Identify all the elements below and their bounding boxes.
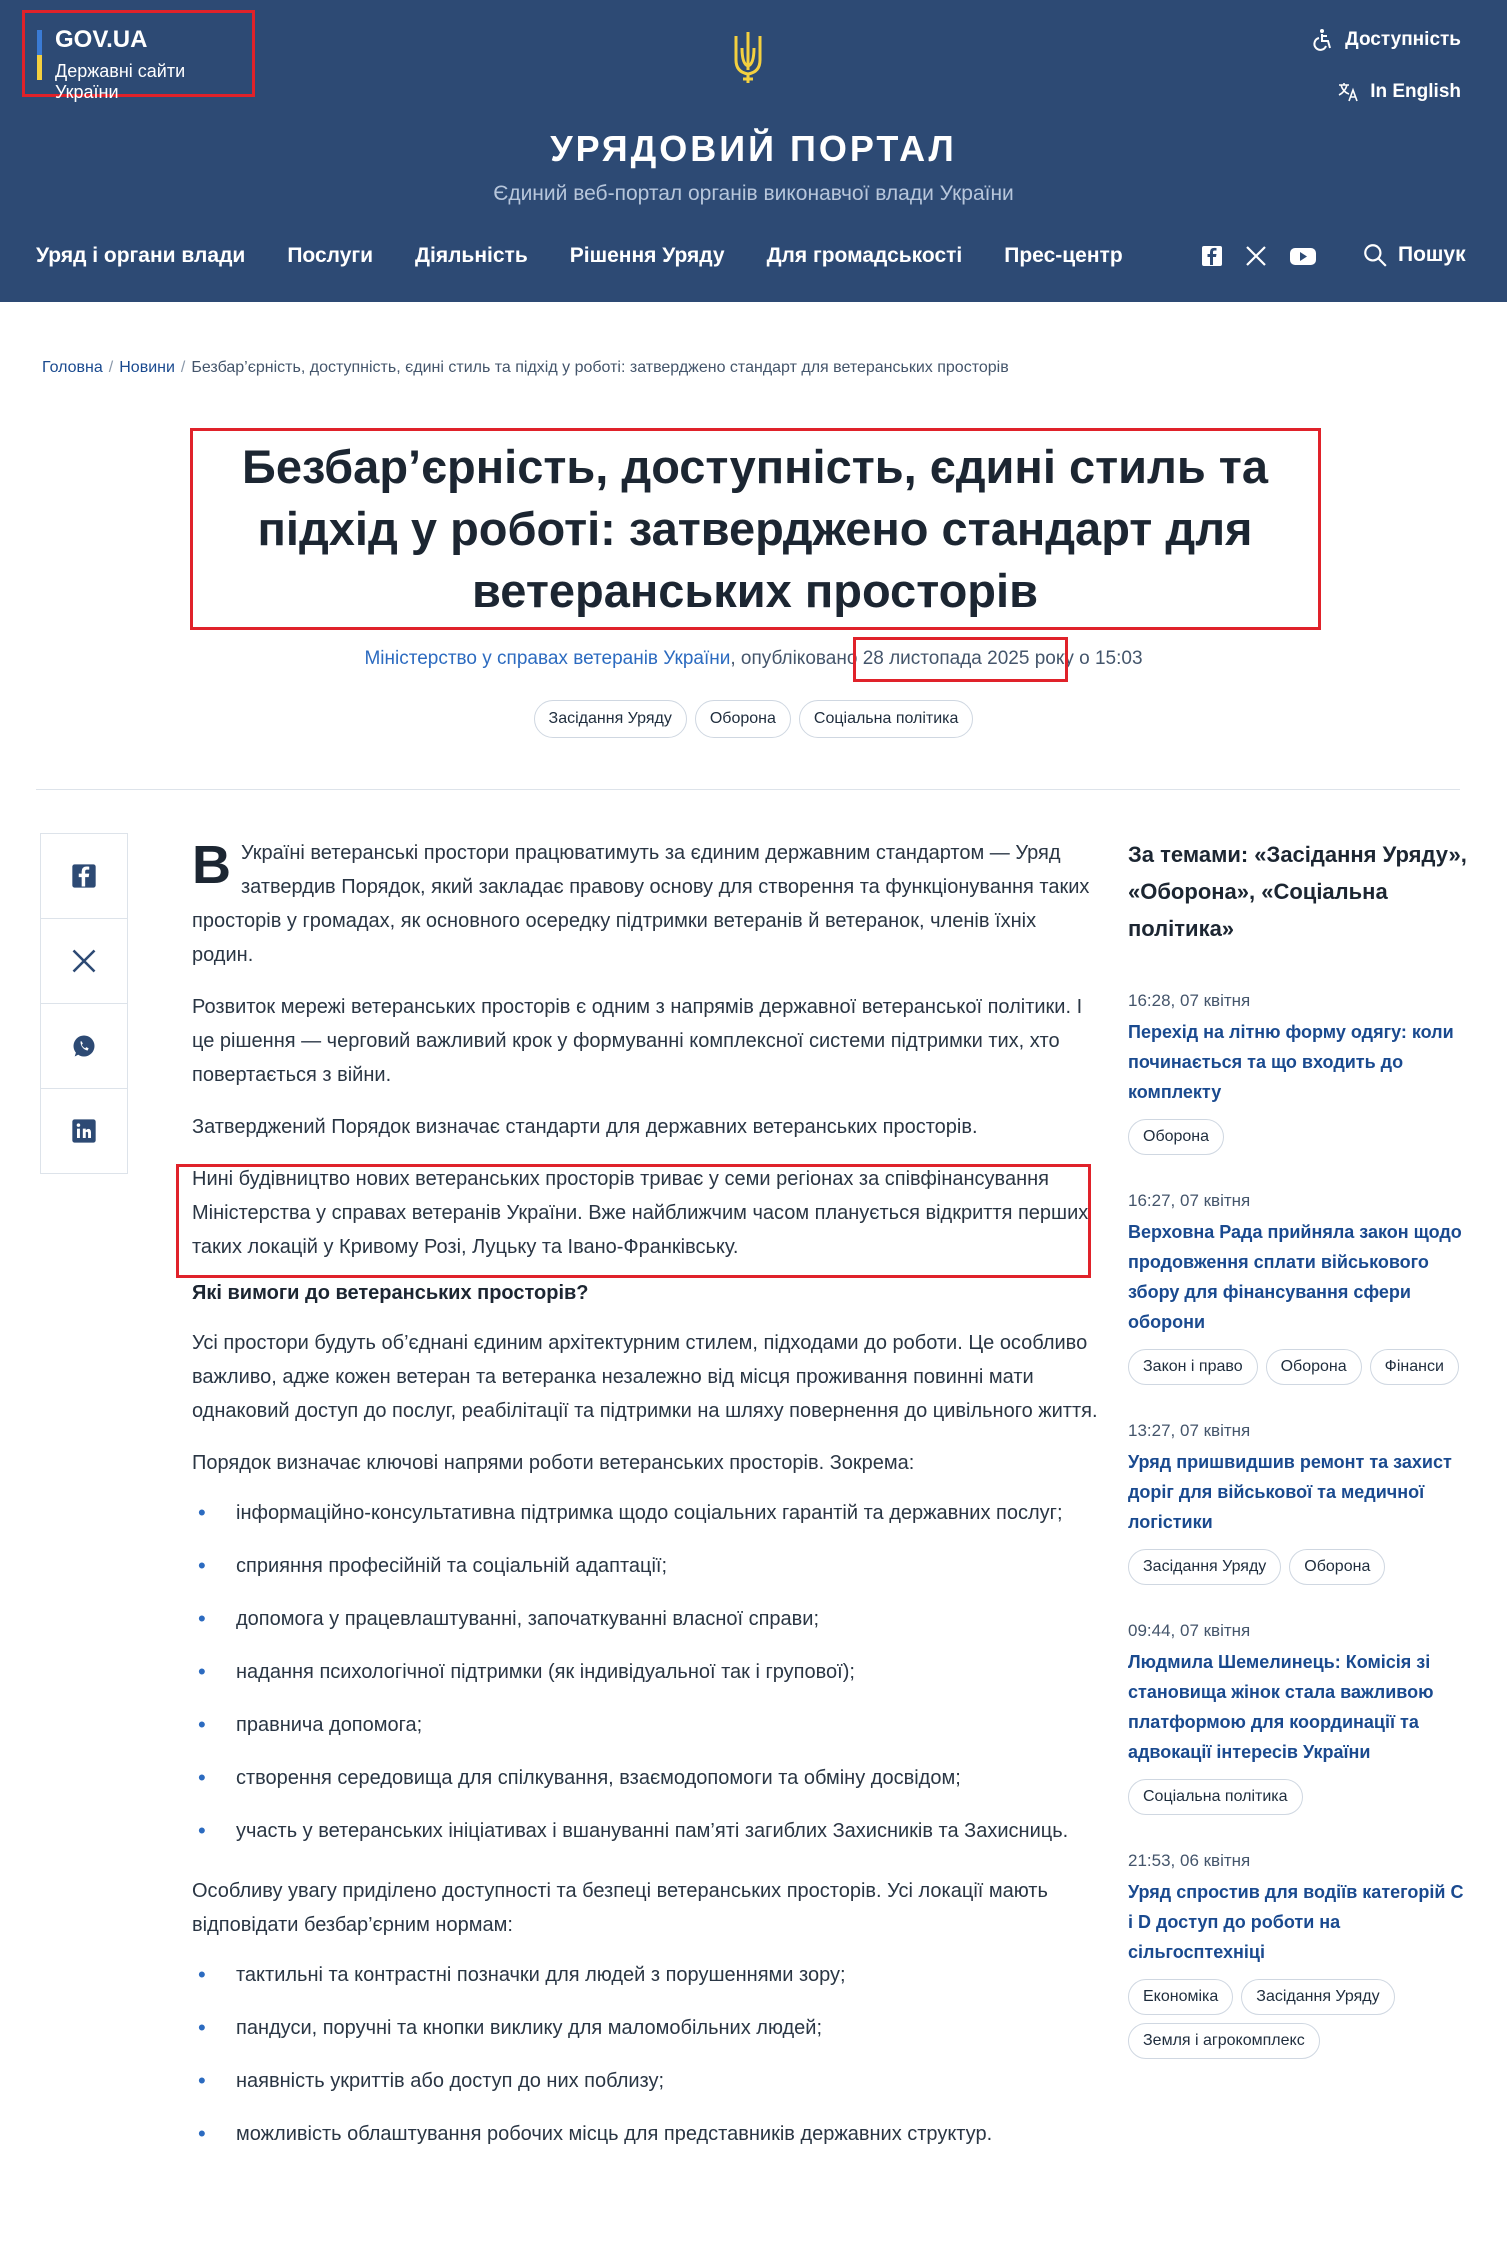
news-tag[interactable]: Засідання Уряду [1128,1549,1281,1585]
list-item: • пандуси, поручні та кнопки виклику для маломобільних людей; [192,2011,1100,2045]
news-item [1128,1191,1468,1385]
nav-item-services[interactable]: Послуги [287,244,374,267]
accessibility-norms-list [192,1958,1100,2151]
divider [36,789,1460,790]
nav-item-government[interactable]: Уряд і органи влади [36,244,246,267]
list-item: • правнича допомога; [192,1708,1100,1742]
nav-item-public[interactable]: Для громадськості [766,244,963,267]
news-time: 21:53, 06 квітня [1128,1851,1251,1870]
breadcrumb-separator: / [108,359,114,376]
article-paragraph: Порядок визначає ключові напрями роботи ветеранських просторів. Зокрема: [192,1452,915,1474]
news-tag[interactable]: Фінанси [1370,1349,1459,1385]
youtube-icon[interactable] [1288,244,1318,268]
article-paragraph: Затверджений Порядок визначає стандарти для державних ветеранських просторів. [192,1116,978,1138]
main-nav [36,244,1165,268]
paragraph-text: Україні ветеранські простори працюватимуть за єдиним державним стандартом — Уряд затвердив Порядок, який закладає правову основу для створення та функціонування таких просторів у громадах, як основного осередку підтримки ветеранів й ветеранок, членів їхніх родин. [192,842,1090,966]
site-header [0,0,1507,302]
search-label: Пошук [1398,243,1466,266]
publish-time: о 15:03 [1073,648,1143,669]
tag-social-policy[interactable]: Соціальна політика [799,700,974,738]
date-highlight-box [853,637,1068,682]
news-time: 09:44, 07 квітня [1128,1621,1251,1640]
news-tags [1128,1549,1468,1585]
news-title-link[interactable]: Перехід на літню форму одягу: коли починається та що входить до комплекту [1128,1022,1454,1102]
breadcrumb-home[interactable]: Головна [42,359,103,376]
facebook-icon [70,862,98,890]
portal-subtitle: Єдиний веб-портал органів виконавчої влади України [493,182,1014,205]
news-tag[interactable]: Соціальна політика [1128,1779,1303,1815]
header-social-links [1200,244,1318,268]
portal-title[interactable]: УРЯДОВИЙ ПОРТАЛ [550,128,957,169]
list-item: • тактильні та контрастні позначки для людей з порушеннями зору; [192,1958,1100,1992]
list-item: • надання психологічної підтримки (як індивідуальної так і групової); [192,1655,1100,1689]
article-paragraph: Особливу увагу приділено доступності та безпеці ветеранських просторів. Усі локації мають відповідати безбар’єрним нормам: [192,1880,1048,1936]
article-tags [0,700,1507,738]
related-news-sidebar [1128,836,1468,2095]
list-item: • сприяння професійній та соціальній адаптації; [192,1549,1100,1583]
share-panel [40,833,128,1174]
news-item [1128,1621,1468,1815]
breadcrumb-news[interactable]: Новини [119,359,175,376]
top-right-links [1311,26,1461,130]
article-meta [0,648,1507,670]
x-twitter-icon [70,947,98,975]
published-prefix: , опубліковано [730,648,863,669]
news-time: 13:27, 07 квітня [1128,1421,1251,1440]
search-icon [1362,242,1388,268]
linkedin-icon [70,1117,98,1145]
news-tag[interactable]: Закон і право [1128,1349,1258,1385]
share-facebook-button[interactable] [41,834,127,919]
news-item [1128,1851,1468,2059]
article-paragraph: Розвиток мережі ветеранських просторів є одним з напрямів державної ветеранської політики. І це рішення — черговий важливий крок у формуванні комплексної системи підтримки тих, хто повертається з війни. [192,996,1083,1086]
news-tag[interactable]: Земля і агрокомплекс [1128,2023,1320,2059]
article-subheading: Які вимоги до ветеранських просторів? [192,1282,589,1304]
news-tag[interactable]: Засідання Уряду [1241,1979,1394,2015]
news-time: 16:28, 07 квітня [1128,991,1251,1010]
news-tag[interactable]: Оборона [1289,1549,1385,1585]
trident-icon[interactable] [728,30,768,85]
news-tags [1128,1119,1468,1155]
news-tags [1128,1779,1468,1815]
list-item: • інформаційно-консультативна підтримка щодо соціальних гарантій та державних послуг; [192,1496,1100,1530]
tag-defense[interactable]: Оборона [695,700,791,738]
list-item: • наявність укриттів або доступ до них поблизу; [192,2064,1100,2098]
breadcrumb [42,359,1009,377]
news-item [1128,1421,1468,1585]
news-title-link[interactable]: Людмила Шемелинець: Комісія зі становища жінок стала важливою платформою для координації та адвокації інтересів України [1128,1652,1434,1762]
paragraph-highlight-box [176,1164,1091,1278]
nav-item-decisions[interactable]: Рішення Уряду [569,244,725,267]
news-time: 16:27, 07 квітня [1128,1191,1251,1210]
publish-date: 28 листопада 2025 року [862,648,1074,669]
news-tag[interactable]: Оборона [1266,1349,1362,1385]
article-paragraph-highlighted: Нині будівництво нових ветеранських просторів триває у семи регіонах за співфінансування Міністерства у справах ветеранів України. Вже найближчим часом планується відкриття перших таких локацій у Кривому Розі, Луцьку та Івано-Франківську. [192,1168,1089,1258]
share-whatsapp-button[interactable] [41,1004,127,1089]
english-link[interactable] [1311,78,1461,106]
news-item [1128,991,1468,1155]
page-title: Безбар’єрність, доступність, єдині стиль та підхід у роботі: затверджено стандарт для ветеранських просторів [242,440,1268,617]
list-item: • можливість облаштування робочих місць для представників державних структур. [192,2117,1100,2151]
english-label: In English [1370,81,1461,102]
govua-logo-text: GOV.UA [55,26,148,53]
news-tags [1128,1349,1468,1385]
list-item: • участь у ветеранських ініціативах і вшануванні пам’яті загиблих Захисників та Захисниць. [192,1814,1100,1848]
accessibility-link[interactable] [1311,26,1461,54]
news-tag[interactable]: Оборона [1128,1119,1224,1155]
tag-government-meeting[interactable]: Засідання Уряду [534,700,687,738]
nav-item-press[interactable]: Прес-центр [1004,244,1123,267]
breadcrumb-current: Безбар’єрність, доступність, єдині стиль та підхід у роботі: затверджено стандарт для ветеранських просторів [191,359,1009,376]
news-title-link[interactable]: Уряд пришвидшив ремонт та захист доріг для військової та медичної логістики [1128,1452,1452,1532]
facebook-icon[interactable] [1200,244,1224,268]
breadcrumb-separator: / [180,359,186,376]
news-title-link[interactable]: Уряд спростив для водіїв категорій C і D доступ до роботи на сільгосптехніці [1128,1882,1464,1962]
article-body [192,836,1100,2177]
accessibility-label: Доступність [1345,29,1461,50]
share-linkedin-button[interactable] [41,1089,127,1173]
share-x-button[interactable] [41,919,127,1004]
directions-list [192,1496,1100,1848]
list-item: • створення середовища для спілкування, взаємодопомоги та обміну досвідом; [192,1761,1100,1795]
search-button[interactable] [1362,242,1466,268]
sidebar-heading: За темами: «Засідання Уряду», «Оборона», «Соціальна політика» [1128,842,1467,941]
drop-cap: В [192,835,231,895]
nav-item-activity[interactable]: Діяльність [415,244,528,267]
govua-logo[interactable] [22,10,255,102]
news-tag[interactable]: Економіка [1128,1979,1233,2015]
accessibility-icon [1311,28,1335,52]
news-tags [1128,1979,1468,2059]
govua-logo-subtitle: Державні сайти України [55,61,186,102]
x-twitter-icon[interactable] [1244,244,1268,268]
author-link[interactable]: Міністерство у справах ветеранів України [364,648,731,669]
news-title-link[interactable]: Верховна Рада прийняла закон щодо продовження сплати військового збору для фінансування сфери оборони [1128,1222,1462,1332]
list-item: • допомога у працевлаштуванні, започаткуванні власної справи; [192,1602,1100,1636]
whatsapp-icon [70,1032,98,1060]
article-paragraph: Усі простори будуть об’єднані єдиним архітектурним стилем, підходами до роботи. Це особливо важливо, адже кожен ветеран та ветеранка незалежно від місця проживання повинні мати однаковий доступ до послуг, реабілітації та підтримки на шляху повернення до цивільного життя. [192,1332,1098,1422]
translate-icon [1336,80,1360,104]
govua-flag-bar [37,30,42,80]
article-paragraph [192,836,1100,972]
